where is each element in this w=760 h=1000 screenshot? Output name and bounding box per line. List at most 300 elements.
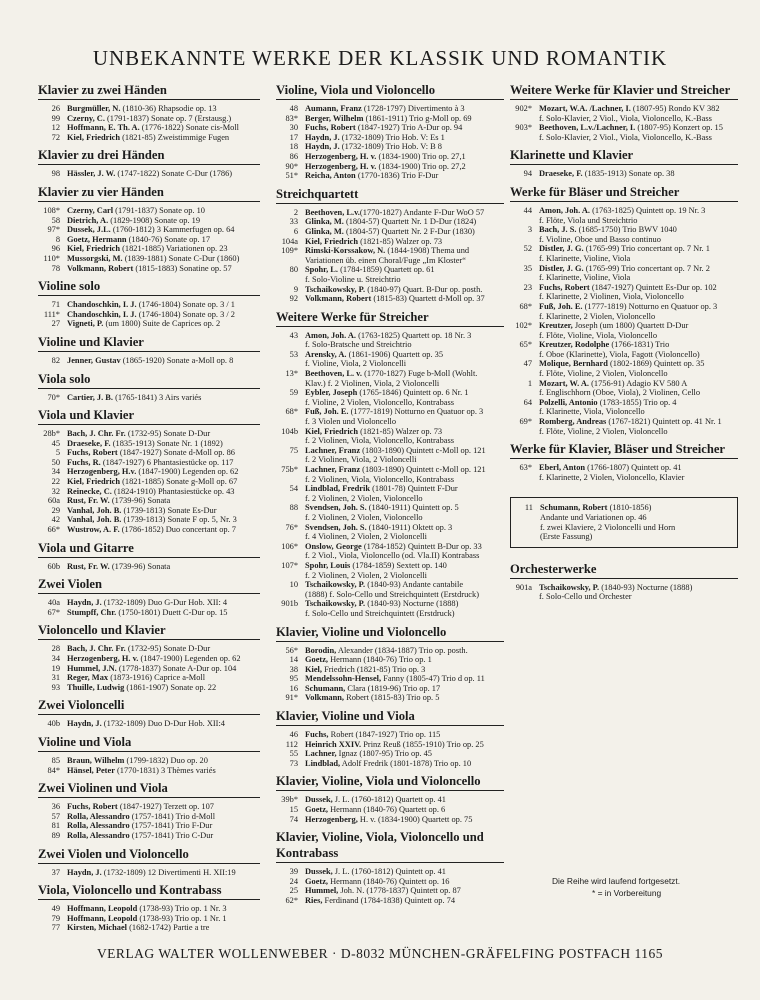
entry-line	[67, 467, 260, 477]
entry-line	[305, 350, 504, 360]
entry-line	[67, 104, 260, 114]
composer-name: Thuille, Ludwig	[67, 682, 125, 692]
entry-line	[67, 477, 260, 487]
entry-number: 81	[51, 821, 60, 831]
catalog-entry	[38, 664, 260, 674]
entry-line	[305, 275, 504, 285]
entry-text	[67, 235, 260, 245]
catalog-entry	[510, 359, 738, 378]
work-description: f. Oboe (Klarinette), Viola, Fagott (Violoncello)	[539, 349, 700, 359]
catalog-section	[510, 441, 738, 482]
catalog-entry	[276, 171, 504, 181]
entry-line	[67, 923, 260, 933]
entry-line	[539, 206, 738, 216]
entry-line	[305, 580, 504, 590]
entry-number: 79	[51, 913, 60, 923]
entry-text	[305, 388, 504, 407]
work-description: (1757-1841) Trio C-Dur	[129, 830, 214, 840]
entry-text	[305, 684, 504, 694]
entry-number: 901b	[281, 599, 298, 609]
entry-line	[305, 340, 504, 350]
entry-number: 57	[51, 811, 60, 821]
catalog-section	[38, 334, 260, 366]
work-description: Joh. N. (1778-1837) Quintett op. 87	[338, 886, 461, 896]
catalog-entry	[276, 896, 504, 906]
catalog-column-2	[276, 82, 504, 911]
entry-text	[305, 162, 504, 172]
entry-line	[67, 831, 260, 841]
entry-line	[305, 609, 504, 619]
section-heading: Klarinette und Klavier	[510, 147, 738, 165]
entry-number: 39	[289, 867, 298, 877]
entry-text	[305, 740, 504, 750]
entry-text	[539, 169, 738, 179]
work-description: (1770-1827) Fuge b-Moll (Wohlt.	[362, 369, 478, 379]
entry-number: 85	[51, 755, 60, 765]
entry-text	[539, 398, 738, 417]
catalog-entry	[510, 244, 738, 263]
entry-number: 39b*	[281, 795, 298, 805]
composer-name: Fuchs, Robert	[305, 123, 356, 133]
entry-number: 71	[51, 300, 60, 310]
entry-number: 99	[51, 113, 60, 123]
composer-name: Kreutzer, Rodolphe	[539, 340, 610, 350]
entry-line	[67, 654, 260, 664]
entry-line	[539, 463, 738, 473]
work-description: (1760-1812) 3 Kammerfugen op. 64	[110, 225, 235, 235]
entry-text	[305, 886, 504, 896]
catalog-entry	[276, 693, 504, 703]
catalog-entry	[276, 369, 504, 388]
entry-line	[540, 523, 732, 533]
work-description: f. Violine, Viola, 2 Violoncelli	[305, 359, 407, 369]
section-heading: Violine und Klavier	[38, 334, 260, 352]
entry-text	[67, 123, 260, 133]
entry-number: 107*	[281, 560, 298, 570]
catalog-entry	[38, 756, 260, 766]
catalog-entry	[510, 169, 738, 179]
entry-text	[305, 561, 504, 580]
entry-number: 37	[51, 867, 60, 877]
work-description: (1767-1821) Quintett op. 41 Nr. 1	[606, 417, 722, 427]
work-description: (1821-1885) Variationen op. 23	[120, 244, 228, 254]
composer-name: Fuchs, Robert	[67, 802, 118, 812]
entry-line	[539, 331, 738, 341]
entry-number: 47	[523, 359, 532, 369]
entry-text	[305, 104, 504, 114]
highlight-box	[510, 497, 738, 547]
entry-line	[67, 644, 260, 654]
section-heading: Klavier, Violine, Viola und Violoncello	[276, 773, 504, 791]
work-description: (1784-1859) Quartett op. 61	[337, 265, 435, 275]
catalog-entry	[276, 795, 504, 805]
catalog-entry	[276, 285, 504, 295]
entry-line	[305, 246, 504, 256]
entry-line	[67, 673, 260, 683]
catalog-entry	[276, 815, 504, 825]
composer-name: Goetz,	[305, 805, 329, 815]
work-description: Ignaz (1807-95) Trio op. 45	[336, 749, 432, 759]
entry-line	[305, 162, 504, 172]
work-description: f. Klarinette, 2 Violen, Violoncello, Klavier	[539, 472, 685, 482]
entry-number: 97*	[47, 225, 60, 235]
composer-name: Amon, Joh. A.	[539, 205, 590, 215]
catalog-entry	[38, 225, 260, 235]
entry-line	[305, 684, 504, 694]
work-description: (1739-1813) Sonate F op. 5, Nr. 3	[121, 515, 237, 525]
entry-line	[539, 583, 738, 593]
entry-number: 40b	[47, 719, 60, 729]
entry-text	[305, 465, 504, 484]
work-description: (1739-96) Sonata	[109, 496, 171, 506]
catalog-entry	[510, 321, 738, 340]
catalog-entry	[276, 867, 504, 877]
entry-line	[305, 571, 504, 581]
work-description: f. Klarinette, Viola, Violoncello	[539, 407, 645, 417]
section-heading: Klavier, Violine und Viola	[276, 708, 504, 726]
entry-text	[67, 756, 260, 766]
entry-line	[305, 795, 504, 805]
entry-line	[539, 225, 738, 235]
entry-text	[67, 654, 260, 664]
composer-name: Rolla, Alessandro	[67, 830, 130, 840]
work-description: (1732-95) Sonate D-Dur	[125, 429, 211, 439]
entry-line	[305, 815, 504, 825]
work-description: (1765-1841) 3 Airs variés	[112, 392, 202, 402]
composer-name: Goetz,	[305, 655, 329, 665]
catalog-entry	[38, 525, 260, 535]
composer-name: Fuchs, Robert	[539, 282, 590, 292]
work-description: (1835-1913) Sonate op. 38	[582, 169, 675, 179]
entry-number: 60a	[47, 496, 60, 506]
work-description: (1847-1900) Legenden op. 62	[138, 654, 241, 663]
work-description: (1732-1809) Trio Hob. V: B 8	[339, 142, 442, 152]
catalog-section	[38, 780, 260, 840]
entry-text	[305, 815, 504, 825]
entry-line	[305, 455, 504, 465]
section-heading: Klavier zu vier Händen	[38, 184, 260, 202]
section-heading: Zwei Violoncelli	[38, 697, 260, 715]
catalog-entry	[511, 503, 732, 541]
entry-text	[305, 795, 504, 805]
composer-name: Fuß, Joh. E.	[539, 301, 583, 311]
work-description: (1746-1804) Sonate op. 3 / 2	[136, 309, 235, 319]
work-description: Ferdinand (1784-1838) Quintett op. 74	[322, 896, 456, 905]
composer-name: Czerny, C.	[67, 113, 105, 123]
work-description: (1791-1837) Sonate op. 10	[113, 205, 205, 215]
composer-name: Hummel,	[305, 886, 339, 896]
entry-text	[67, 254, 260, 264]
entry-line	[67, 664, 260, 674]
catalog-entry	[510, 123, 738, 142]
work-description: (1778-1837) Sonate A-Dur op. 104	[116, 663, 237, 673]
entry-number: 55	[289, 749, 298, 759]
composer-name: Haydn, J.	[305, 132, 340, 142]
entry-text	[67, 766, 260, 776]
entry-number: 33	[289, 217, 298, 227]
composer-name: Hänsel, Peter	[67, 765, 115, 775]
composer-name: Mussorgski, M.	[67, 253, 123, 263]
work-description: (1685-1750) Trio BWV 1040	[576, 225, 677, 235]
catalog-entry	[38, 644, 260, 654]
catalog-entry	[38, 393, 260, 403]
entry-line	[305, 805, 504, 815]
catalog-entry	[38, 356, 260, 366]
footnotes	[552, 875, 712, 899]
entry-number: 104a	[281, 236, 298, 246]
catalog-section	[38, 576, 260, 617]
work-description: Klav.) f. 2 Violinen, Viola, 2 Violoncelli	[305, 378, 440, 388]
entry-text	[539, 379, 738, 398]
entry-number: 75b*	[281, 465, 298, 474]
catalog-section	[276, 309, 504, 619]
entry-text	[67, 496, 260, 506]
work-description: (1786-1852) Duo concertant op. 7	[119, 525, 236, 535]
work-description: (1824-1910) Phantasiestücke op. 43	[111, 486, 235, 496]
work-description: (1834-1900) Trio op. 27,2	[376, 161, 466, 171]
catalog-section	[38, 278, 260, 329]
entry-line	[539, 398, 738, 408]
catalog-entry	[276, 599, 504, 618]
composer-name: Borodin,	[305, 645, 337, 655]
entry-text	[539, 244, 738, 263]
entry-line	[539, 114, 738, 124]
publisher-footer: VERLAG WALTER WOLLENWEBER · D-8032 MÜNCHEN-GRÄFELFING POSTFACH 1165	[96, 946, 664, 961]
entry-text	[67, 169, 260, 179]
catalog-entry	[276, 152, 504, 162]
entry-text	[305, 730, 504, 740]
work-description: (1732-1809) 12 Divertimenti H. XII:19	[101, 867, 236, 877]
catalog-section	[38, 540, 260, 572]
entry-text	[305, 142, 504, 152]
section-heading: Violine, Viola und Violoncello	[276, 82, 504, 100]
entry-line	[305, 285, 504, 295]
composer-name: Heinrich XXIV.	[305, 739, 362, 749]
work-description: (1804-57) Quartett Nr. 1 D-Dur (1824)	[343, 217, 477, 227]
entry-line	[305, 484, 504, 494]
entry-line	[305, 294, 504, 304]
entry-line	[67, 812, 260, 822]
entry-text	[67, 206, 260, 216]
entry-text	[539, 340, 738, 359]
entry-line	[305, 646, 504, 656]
entry-line	[67, 496, 260, 506]
entry-text	[67, 812, 260, 822]
composer-name: Herzogenberg, H. v.	[305, 151, 377, 161]
entry-number: 60b	[47, 561, 60, 571]
catalog-entry	[276, 877, 504, 887]
work-description: f. Violine, 2 Violen, Violoncello, Kontrabass	[305, 397, 454, 407]
entry-number: 69*	[519, 417, 532, 427]
composer-name: Kiel, Friedrich	[305, 426, 359, 436]
entry-line	[67, 868, 260, 878]
section-heading: Violine und Viola	[38, 734, 260, 752]
entry-number: 13*	[285, 369, 298, 379]
entry-line	[305, 446, 504, 456]
entry-number: 64	[523, 397, 532, 407]
entry-number: 901a	[515, 582, 532, 592]
entry-line	[67, 904, 260, 914]
work-description: f. 2 Viol., Viola, Violoncello (od. Vla.II) Kontrabass	[305, 551, 480, 561]
entry-text	[305, 227, 504, 237]
composer-name: Molique, Bernhard	[539, 359, 608, 369]
catalog-section	[38, 147, 260, 179]
catalog-entry	[38, 319, 260, 329]
entry-text	[67, 923, 260, 933]
entry-text	[539, 123, 738, 142]
entry-number: 11	[524, 503, 533, 513]
entry-line	[305, 436, 504, 446]
work-description: Hermann (1840-76) Quintett op. 16	[328, 876, 450, 886]
composer-name: Kiel, Friedrich	[67, 477, 121, 487]
work-description: Clara (1819-96) Trio op. 17	[345, 683, 441, 693]
work-description: H. v. (1834-1900) Quartett op. 75	[357, 814, 473, 824]
entry-line	[67, 766, 260, 776]
entry-text	[67, 683, 260, 693]
catalog-section	[38, 846, 260, 878]
entry-line	[305, 369, 504, 379]
entry-number: 27	[51, 319, 60, 329]
catalog-entry	[276, 294, 504, 304]
entry-text	[305, 759, 504, 769]
catalog-entry	[38, 831, 260, 841]
entry-text	[305, 749, 504, 759]
entry-number: 38	[289, 664, 298, 674]
entry-line	[67, 525, 260, 535]
entry-text	[67, 300, 260, 310]
entry-number: 109*	[281, 246, 298, 256]
catalog-entry	[38, 123, 260, 133]
entry-line	[305, 208, 504, 218]
composer-name: Spohr, Louis	[305, 560, 351, 570]
catalog-entry	[276, 114, 504, 124]
entry-text	[67, 244, 260, 254]
composer-name: Svendsen, Joh. S.	[305, 522, 367, 532]
work-description: f. Solo-Violine u. Streichtrio	[305, 274, 401, 284]
work-description: (1810-36) Rhapsodie op. 13	[120, 104, 217, 113]
composer-name: Eberl, Anton	[539, 463, 586, 473]
entry-text	[305, 805, 504, 815]
section-heading: Weitere Werke für Streicher	[276, 309, 504, 327]
entry-line	[539, 592, 738, 602]
entry-number: 45	[51, 438, 60, 448]
composer-name: Kreutzer,	[539, 321, 573, 331]
entry-line	[67, 254, 260, 264]
work-description: (1821-85) Walzer op. 73	[358, 236, 443, 246]
entry-text	[305, 674, 504, 684]
entry-line	[67, 206, 260, 216]
composer-name: Bach, J. Chr. Fr.	[67, 429, 126, 439]
section-heading: Werke für Bläser und Streicher	[510, 184, 738, 202]
entry-number: 82	[51, 355, 60, 365]
entry-number: 63*	[519, 463, 532, 473]
entry-text	[67, 719, 260, 729]
entry-text	[305, 877, 504, 887]
catalog-entry	[276, 674, 504, 684]
catalog-entry	[276, 331, 504, 350]
work-description: Andante und Variationen op. 46	[540, 513, 647, 522]
work-description: (1835-1913) Sonate Nr. 1 (1892)	[110, 438, 223, 448]
entry-line	[305, 551, 504, 561]
entry-text	[539, 104, 738, 123]
entry-text	[67, 487, 260, 497]
composer-name: Haydn, J.	[67, 867, 102, 877]
catalog-entry	[276, 446, 504, 465]
work-description: f. Klarinette, 2 Violinen, Viola, Violoncello	[539, 292, 684, 302]
entry-number: 50	[51, 457, 60, 467]
entry-number: 25	[289, 886, 298, 896]
composer-name: Braun, Wilhelm	[67, 755, 125, 765]
catalog-entry	[276, 407, 504, 426]
entry-number: 49	[51, 904, 60, 914]
work-description: f. Klarinette, Violine, Viola	[539, 253, 631, 263]
entry-line	[67, 802, 260, 812]
composer-name: Cartier, J. B.	[67, 392, 113, 402]
entry-number: 104b	[281, 426, 298, 436]
work-description: f. Solo-Bratsche und Streichtrio	[305, 340, 412, 350]
entry-line	[539, 302, 738, 312]
composer-name: Vigneti, P.	[67, 319, 104, 329]
entry-text	[539, 417, 738, 436]
composer-name: Hässler, J. W.	[67, 169, 116, 179]
entry-line	[67, 562, 260, 572]
footnote-in-preparation: * = in Vorbereitung	[592, 888, 662, 898]
entry-line	[539, 388, 738, 398]
entry-line	[539, 312, 738, 322]
entry-text	[305, 407, 504, 426]
entry-line	[67, 169, 260, 179]
entry-number: 15	[289, 805, 298, 815]
entry-text	[305, 867, 504, 877]
work-description: (1770-1831) 3 Thèmes variés	[114, 765, 216, 775]
work-description: J. L. (1760-1812) Quartett op. 41	[332, 795, 446, 805]
catalog-entry	[38, 467, 260, 477]
composer-name: Fuchs, R.	[67, 457, 101, 467]
catalog-entry	[38, 300, 260, 310]
work-description: f. Solo-Cello und Streichquintett (Erstdruck)	[305, 608, 455, 618]
entry-line	[305, 417, 504, 427]
entry-line	[539, 473, 738, 483]
catalog-entry	[38, 496, 260, 506]
catalog-entry	[276, 265, 504, 284]
entry-line	[67, 515, 260, 525]
entry-text	[305, 665, 504, 675]
work-description: (1815-1883) Sonatine op. 57	[133, 263, 232, 273]
entry-number: 80	[289, 265, 298, 275]
catalog-entry	[38, 439, 260, 449]
entry-number: 903*	[515, 123, 532, 133]
catalog-entry	[38, 114, 260, 124]
catalog-section	[510, 82, 738, 142]
work-description: f. 3 Violen und Violoncello	[305, 417, 397, 427]
entry-text	[67, 914, 260, 924]
entry-text	[305, 503, 504, 522]
composer-name: Kiel, Friedrich	[67, 244, 121, 254]
composer-name: Hoffmann, Leopold	[67, 904, 138, 914]
entry-line	[539, 292, 738, 302]
entry-number: 29	[51, 505, 60, 515]
section-heading: Klavier, Violine und Violoncello	[276, 624, 504, 642]
entry-line	[539, 427, 738, 437]
composer-name: Herzogenberg, H. v.	[67, 654, 139, 663]
composer-name: Stumpff, Chr.	[67, 607, 117, 617]
entry-text	[67, 467, 260, 477]
entry-number: 95	[289, 674, 298, 684]
catalog-entry	[276, 561, 504, 580]
work-description: (1847-1927) Sonate d-Moll op. 86	[117, 448, 235, 458]
entry-text	[67, 664, 260, 674]
entry-number: 86	[289, 151, 298, 161]
